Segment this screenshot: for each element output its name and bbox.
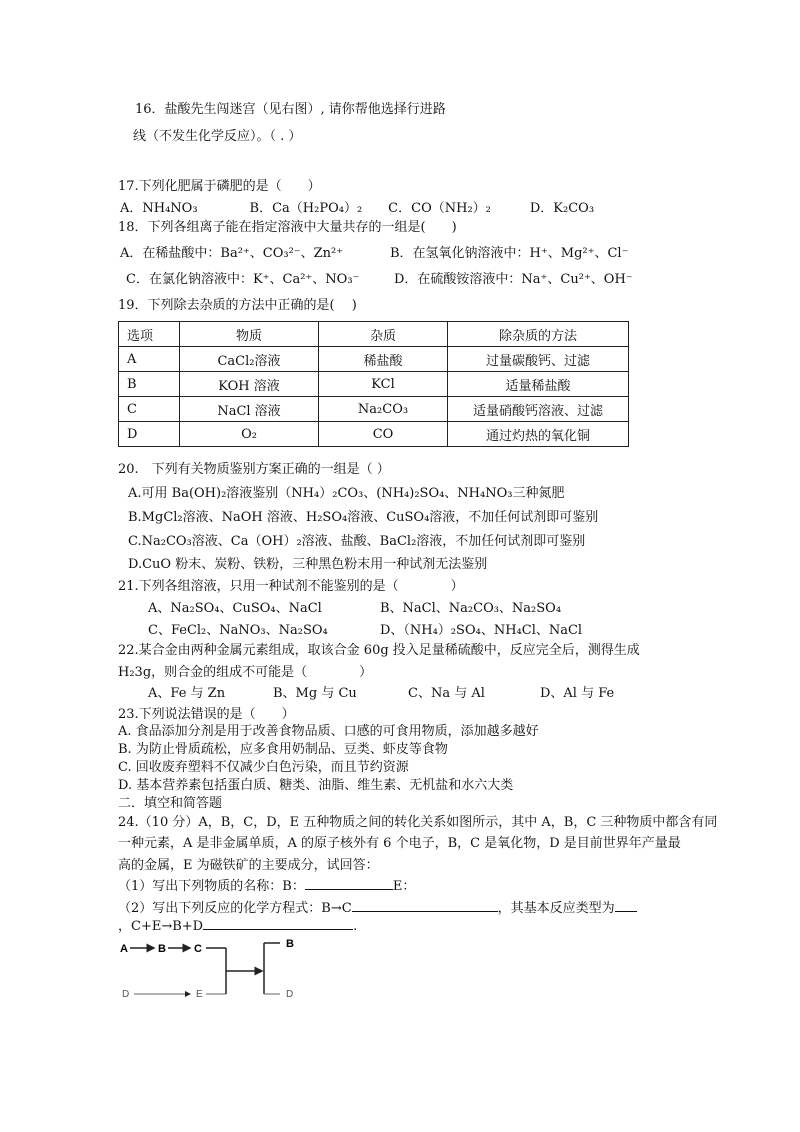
q23-option-a: A. 食品添加分剂是用于改善食物品质、口感的可食用物质，添加越多越好 <box>118 724 539 739</box>
table-header: 除杂质的方法 <box>448 322 629 347</box>
q18-stem: 18．下列各组离子能在指定溶液中大量共存的一组是( ) <box>118 220 457 235</box>
table-cell: O₂ <box>180 422 319 447</box>
node-b: B <box>158 943 166 955</box>
q21-stem: 21.下列各组溶液，只用一种试剂不能鉴别的是（ ） <box>118 579 464 594</box>
q19-stem: 19．下列除去杂质的方法中正确的是( ) <box>118 298 357 313</box>
node-d: D <box>122 989 130 1000</box>
q20-stem: 20. 下列有关物质鉴别方案正确的一组是（ ） <box>118 462 390 477</box>
q23-option-b: B. 为防止骨质疏松，应多食用奶制品、豆类、虾皮等食物 <box>118 742 448 757</box>
q22-option-a: A、Fe 与 Zn <box>148 686 226 701</box>
q24-line3: 高的金属，E 为磁铁矿的主要成分，试回答： <box>118 858 379 873</box>
node-a: A <box>120 943 128 955</box>
q24-sub2 <box>118 899 637 918</box>
table-cell: B <box>119 372 180 397</box>
table-cell: 通过灼热的氧化铜 <box>448 422 629 447</box>
q24-sub3-end: . <box>353 919 358 934</box>
q20-option-a: A.可用 Ba(OH)₂溶液鉴别（NH₄）₂CO₃、(NH₄)₂SO₄、NH₄NO₃三种氮肥 <box>128 486 565 501</box>
q20-option-c: C.Na₂CO₃溶液、Ca（OH）₂溶液、盐酸、BaCl₂溶液，不加任何试剂即可鉴别 <box>128 534 586 549</box>
q18-option-a: A．在稀盐酸中：Ba²⁺、CO₃²⁻、Zn²⁺ <box>120 246 344 261</box>
table-cell: C <box>119 397 180 422</box>
q21-option-c: C、FeCl₂、NaNO₃、Na₂SO₄ <box>148 623 328 638</box>
q24-line1: 24.（10 分）A，B，C，D，E 五种物质之间的转化关系如图所示，其中 A，B，C 三种物质中都含有同 <box>118 815 718 830</box>
q24-sub3 <box>118 917 357 936</box>
q16-line1: 16．盐酸先生闯迷宫（见右图）, 请你帮他选择行进路 <box>135 102 446 117</box>
answer-blank-c-e[interactable] <box>203 917 353 930</box>
q23-option-d: D. 基本营养素包括蛋白质、糖类、油脂、维生素、无机盐和水六大类 <box>118 778 514 793</box>
table-cell: A <box>119 347 180 372</box>
table-cell: 适量稀盐酸 <box>448 372 629 397</box>
table-header: 选项 <box>119 322 180 347</box>
answer-blank-b[interactable] <box>305 877 393 890</box>
q21-option-a: A、Na₂SO₄、CuSO₄、NaCl <box>148 601 322 616</box>
table-header: 杂质 <box>319 322 448 347</box>
table-cell: KOH 溶液 <box>180 372 319 397</box>
table-header-row <box>119 322 629 347</box>
answer-blank-b-to-c[interactable] <box>352 899 498 912</box>
table-row <box>119 372 629 397</box>
q24-sub3-label: ，C+E→B+D <box>118 919 204 934</box>
q21-option-b: B、NaCl、Na₂CO₃、Na₂SO₄ <box>380 601 562 616</box>
table-cell: 稀盐酸 <box>319 347 448 372</box>
table-cell: 过量碳酸钙、过滤 <box>448 347 629 372</box>
table-cell: CaCl₂溶液 <box>180 347 319 372</box>
q21-option-d: D、（NH₄）₂SO₄、NH₄Cl、NaCl <box>380 623 583 638</box>
q18-option-d: D．在硫酸铵溶液中：Na⁺、Cu²⁺、OH⁻ <box>394 272 633 287</box>
table-row <box>119 422 629 447</box>
table-cell: D <box>119 422 180 447</box>
product-d: D <box>286 989 294 1000</box>
q22-line1: 22.某合金由两种金属元素组成，取该合金 60g 投入足量稀硫酸中，反应完全后，测得生成 <box>118 643 640 658</box>
node-e: E <box>196 989 203 1000</box>
q22-option-b: B、Mg 与 Cu <box>273 686 357 701</box>
table-cell: CO <box>319 422 448 447</box>
table-cell: 适量硝酸钙溶液、过滤 <box>448 397 629 422</box>
section-heading: 二．填空和简答题 <box>118 796 223 811</box>
q16-line2: 线（不发生化学反应）。（ . ） <box>133 129 302 144</box>
table-row <box>119 347 629 372</box>
q24-sub1-e-label: E： <box>392 879 416 894</box>
q22-option-d: D、Al 与 Fe <box>540 686 615 701</box>
table-row <box>119 397 629 422</box>
product-b: B <box>286 938 294 950</box>
q24-sub1-label: （1）写出下列物质的名称：B： <box>118 879 305 894</box>
q17-options: A．NH₄NO₃ B．Ca（H₂PO₄）₂ C．CO（NH₂）₂ D．K₂CO₃ <box>120 201 595 216</box>
q24-line2: 一种元素，A 是非金属单质，A 的原子核外有 6 个电子，B，C 是氧化物，D 是目前世界年产量最 <box>118 836 681 851</box>
q23-stem: 23.下列说法错误的是（ ） <box>118 707 295 722</box>
answer-blank-reaction-type[interactable] <box>615 899 637 912</box>
q20-option-b: B.MgCl₂溶液、NaOH 溶液、H₂SO₄溶液、CuSO₄溶液，不加任何试剂即可鉴别 <box>128 510 599 525</box>
q22-option-c: C、Na 与 Al <box>408 686 485 701</box>
q24-sub2-label: （2）写出下列反应的化学方程式：B→C <box>118 901 352 916</box>
table-cell: Na₂CO₃ <box>319 397 448 422</box>
q17-stem: 17.下列化肥属于磷肥的是（ ） <box>118 179 321 194</box>
q22-line2: H₂3g，则合金的组成不可能是（ ） <box>118 665 373 680</box>
table-header: 物质 <box>180 322 319 347</box>
q18-option-b: B．在氢氧化钠溶液中：H⁺、Mg²⁺、Cl⁻ <box>390 246 629 261</box>
q23-option-c: C. 回收废弃塑料不仅减少白色污染，而且节约资源 <box>118 760 409 775</box>
q24-sub1 <box>118 877 415 896</box>
table-cell: NaCl 溶液 <box>180 397 319 422</box>
q19-table <box>118 321 629 447</box>
q24-sub2-type-label: ，其基本反应类型为 <box>497 901 615 916</box>
q20-option-d: D.CuO 粉末、炭粉、铁粉，三种黑色粉末用一种试剂无法鉴别 <box>128 557 488 572</box>
q18-option-c: C．在氯化钠溶液中：K⁺、Ca²⁺、NO₃⁻ <box>126 272 360 287</box>
table-cell: KCl <box>319 372 448 397</box>
node-c: C <box>194 943 202 955</box>
q24-conversion-diagram <box>118 935 318 1005</box>
